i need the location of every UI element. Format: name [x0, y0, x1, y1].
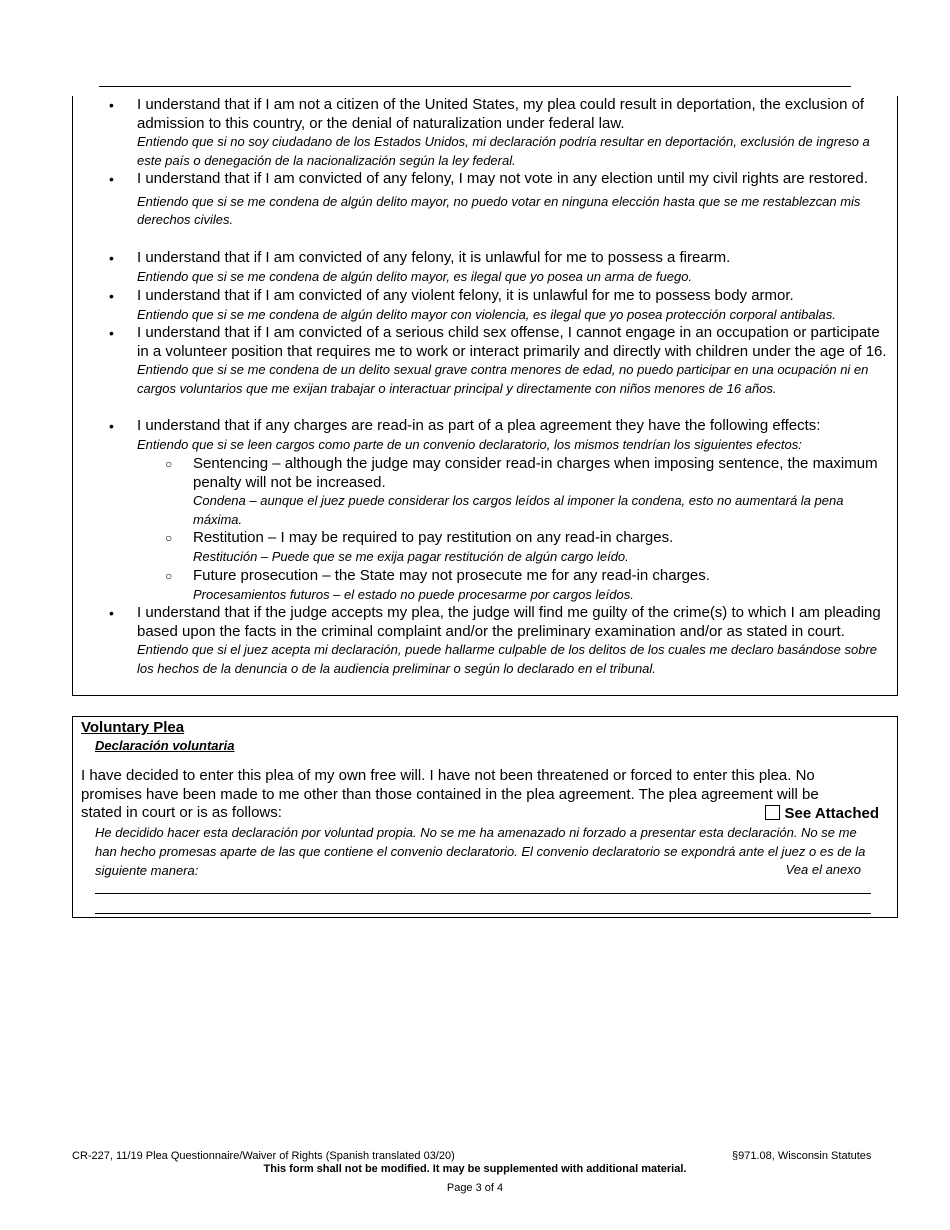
- bullet-icon: •: [109, 97, 114, 113]
- bullet-icon: •: [109, 250, 114, 266]
- item-english: I understand that if I am convicted of any felony, it is unlawful for me to possess a firearm.: [137, 249, 731, 266]
- plea-agreement-line[interactable]: [95, 913, 871, 914]
- list-item: [109, 324, 891, 398]
- item-spanish: Entiendo que si se me condena de algún delito mayor con violencia, es ilegal que yo posea protección corporal antibalas.: [137, 306, 836, 322]
- item-spanish: Procesamientos futuros – el estado no puede procesarme por cargos leídos.: [193, 586, 634, 602]
- item-spanish: Entiendo que si el juez acepta mi declaración, puede hallarme culpable de los delitos de los cuales me declaro basándose sobre los hechos de la denuncia o de la audiencia preliminar o según lo declarado en el tribunal.: [137, 642, 878, 676]
- list-item: [109, 96, 891, 170]
- item-english: Sentencing – although the judge may consider read-in charges when imposing sentence, the maximum penalty will not be increased.: [193, 455, 878, 491]
- statute-reference: §971.08, Wisconsin Statutes: [732, 1150, 872, 1162]
- item-english: I understand that if I am convicted of any violent felony, it is unlawful for me to possess body armor.: [137, 287, 794, 304]
- circle-bullet-icon: ○: [165, 531, 173, 545]
- see-attached-checkbox[interactable]: [765, 805, 879, 823]
- item-english: I understand that if the judge accepts my plea, the judge will find me guilty of the crime(s) to which I am pleading based upon the facts in the criminal complaint and/or the preliminary examination and/or as stated in court.: [137, 604, 881, 640]
- circle-bullet-icon: ○: [165, 457, 173, 471]
- sub-list-item: [165, 567, 891, 604]
- item-spanish: Entiendo que si se me condena de algún delito mayor, no puedo votar en ninguna elección hasta que se me restablezcan mis derechos civiles.: [137, 193, 861, 227]
- bullet-icon: •: [109, 418, 114, 434]
- list-item: [109, 287, 891, 324]
- bullet-icon: •: [109, 288, 114, 304]
- plea-agreement-line[interactable]: [95, 893, 871, 894]
- list-item: [109, 604, 891, 678]
- see-attached-spanish-label: Vea el anexo: [785, 862, 861, 877]
- item-spanish: Entiendo que si se leen cargos como parte de un convenio declaratorio, los mismos tendrían los siguientes efectos:: [137, 436, 802, 452]
- section-subtitle: Declaración voluntaria: [95, 738, 235, 753]
- section-title: Voluntary Plea: [81, 719, 185, 736]
- top-rule: [99, 86, 851, 87]
- page-number: Page 3 of 4: [446, 1182, 504, 1194]
- list-item: [109, 170, 891, 230]
- sub-list-item: [165, 455, 891, 529]
- modification-notice: This form shall not be modified. It may be supplemented with additional material.: [263, 1163, 687, 1175]
- item-english: I understand that if any charges are read-in as part of a plea agreement they have the following effects:: [137, 417, 821, 434]
- see-attached-label: See Attached: [784, 805, 879, 822]
- list-item: [109, 249, 891, 286]
- item-spanish: Entiendo que si se me condena de algún delito mayor, es ilegal que yo posea un arma de fuego.: [137, 268, 693, 284]
- item-english: Future prosecution – the State may not prosecute me for any read-in charges.: [193, 567, 710, 584]
- item-english: I understand that if I am convicted of a serious child sex offense, I cannot engage in an occupation or participate in a volunteer position that requires me to work or interact primarily and directly with children under the age of 16.: [137, 324, 887, 360]
- item-english: I understand that if I am not a citizen of the United States, my plea could result in deportation, the exclusion of admission to this country, or the denial of naturalization under federal law.: [137, 96, 865, 132]
- bullet-icon: •: [109, 325, 114, 341]
- item-english: Restitution – I may be required to pay restitution on any read-in charges.: [193, 529, 674, 546]
- item-spanish: Condena – aunque el juez puede considerar los cargos leídos al imponer la condena, esto no aumentará la pena máxima.: [193, 493, 844, 527]
- rights-section: [72, 96, 898, 696]
- item-english: I understand that if I am convicted of any felony, I may not vote in any election until my civil rights are restored.: [137, 170, 868, 187]
- checkbox-icon[interactable]: [765, 805, 780, 820]
- list-item: [109, 417, 891, 454]
- bullet-icon: •: [109, 171, 114, 187]
- circle-bullet-icon: ○: [165, 569, 173, 583]
- item-spanish: Entiendo que si no soy ciudadano de los Estados Unidos, mi declaración podría resultar en deportación, exclusión de ingreso a este país o denegación de la nacionalización según la ley federal.: [137, 134, 870, 168]
- item-spanish: Entiendo que si se me condena de un delito sexual grave contra menores de edad, no puedo participar en una ocupación ni en cargos voluntarios que me exijan trabajar o interactuar principal y directamente con niños menores de 16 años.: [137, 362, 869, 396]
- form-id: CR-227, 11/19 Plea Questionnaire/Waiver of Rights (Spanish translated 03/20): [72, 1150, 455, 1162]
- sub-list-item: [165, 529, 891, 566]
- voluntary-plea-section: [72, 716, 898, 918]
- bullet-icon: •: [109, 605, 114, 621]
- plea-statement-english: I have decided to enter this plea of my own free will. I have not been threatened or forced to enter this plea. No promises have been made to me other than those contained in the plea agreement. The plea agreement will be stated in court or is as follows:: [81, 767, 819, 821]
- item-spanish: Restitución – Puede que se me exija pagar restitución de algún cargo leído.: [193, 548, 629, 564]
- plea-statement-spanish: He decidido hacer esta declaración por voluntad propia. No se me ha amenazado ni forzado a presentar esta declaración. No se me han hecho promesas aparte de las que contiene el convenio declaratorio. El convenio declaratorio se expondrá ante el juez o es de la siguiente manera:: [95, 825, 866, 878]
